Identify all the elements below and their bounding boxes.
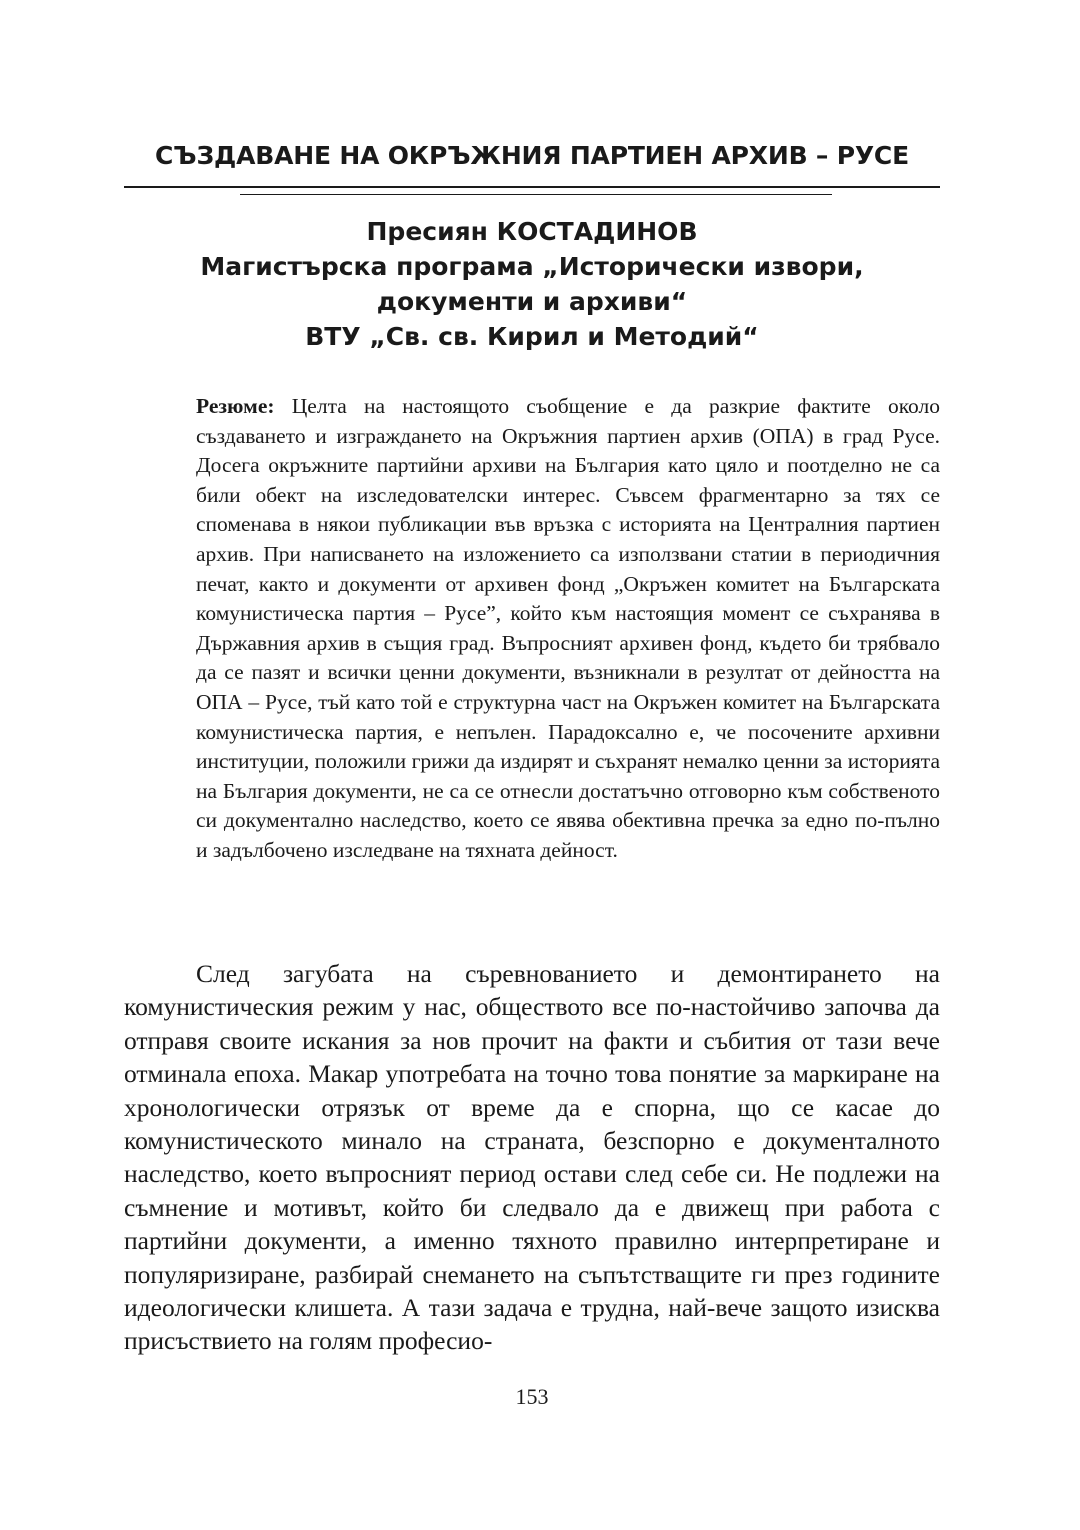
affiliation-line-2: документи и архиви“ [376, 287, 688, 316]
abstract [196, 392, 940, 866]
author-block [124, 214, 940, 354]
affiliation-line-3: ВТУ „Св. св. Кирил и Методий“ [305, 322, 759, 351]
article-title: СЪЗДАВАНЕ НА ОКРЪЖНИЯ ПАРТИЕН АРХИВ – РУСЕ [155, 141, 909, 170]
affiliation-line-1: Магистърска програма „Исторически извори, [200, 252, 864, 281]
body-paragraph: След загубата на съревнованието и демонтирането на комунистическия режим у нас, обществото все по-настойчиво започва да отправя своите искания за нов прочит на факти и събития от тази вече отминала епоха. Макар употребата на точно това понятие за маркиране на хронологически отрязък от време да е спорна, що се касае до комунистическото минало на страната, безспорно е документалното наследство, което въпросният период остави след себе си. Не подлежи на съмнение и мотивът, който би следвало да е движещ при работа с партийни документи, а именно тяхното правилно интерпретиране и популяризиране, разбирай снемането на съпътстващите ги през годините идеологически клишета. А тази задача е трудна, най-вече защото изисква присъствието на голям професио- [124, 959, 940, 1356]
author-name: Пресиян КОСТАДИНОВ [366, 217, 698, 246]
title-rule-thin [240, 194, 832, 195]
page-number: 153 [515, 1384, 549, 1409]
title-rule-thick [124, 186, 940, 188]
abstract-label: Резюме: [196, 394, 275, 418]
abstract-text: Целта на настоящото съобщение е да разкрие фактите около създаването и изграждането на Окръжния партиен архив (ОПА) в град Русе. Досега окръжните партийни архиви на България като цяло и поотделно не са били обект на изследователски интерес. Съвсем фрагментарно за тях се споменава в някои публикации във връзка с историята на Централния партиен архив. При написването на изложението са използвани статии в периодичния печат, както и документи от архивен фонд „Окръжен комитет на Българската комунистическа партия – Русе”, който към настоящия момент се съхранява в Държавния архив в същия град. Въпросният архивен фонд, където би трябвало да се пазят и всички ценни документи, възникнали в резултат от дейността на ОПА – Русе, тъй като той е структурна част на Окръжен комитет на Българската комунистическа партия, е непълен. Парадоксално е, че посочените архивни институции, положили грижи да издирят и съхранят немалко ценни за историята на България документи, не са се отнесли достатъчно отговорно към собственото си документално наследство, което се явява обективна пречка за едно по-пълно и задълбочено изследване на тяхната дейност. [196, 394, 941, 862]
